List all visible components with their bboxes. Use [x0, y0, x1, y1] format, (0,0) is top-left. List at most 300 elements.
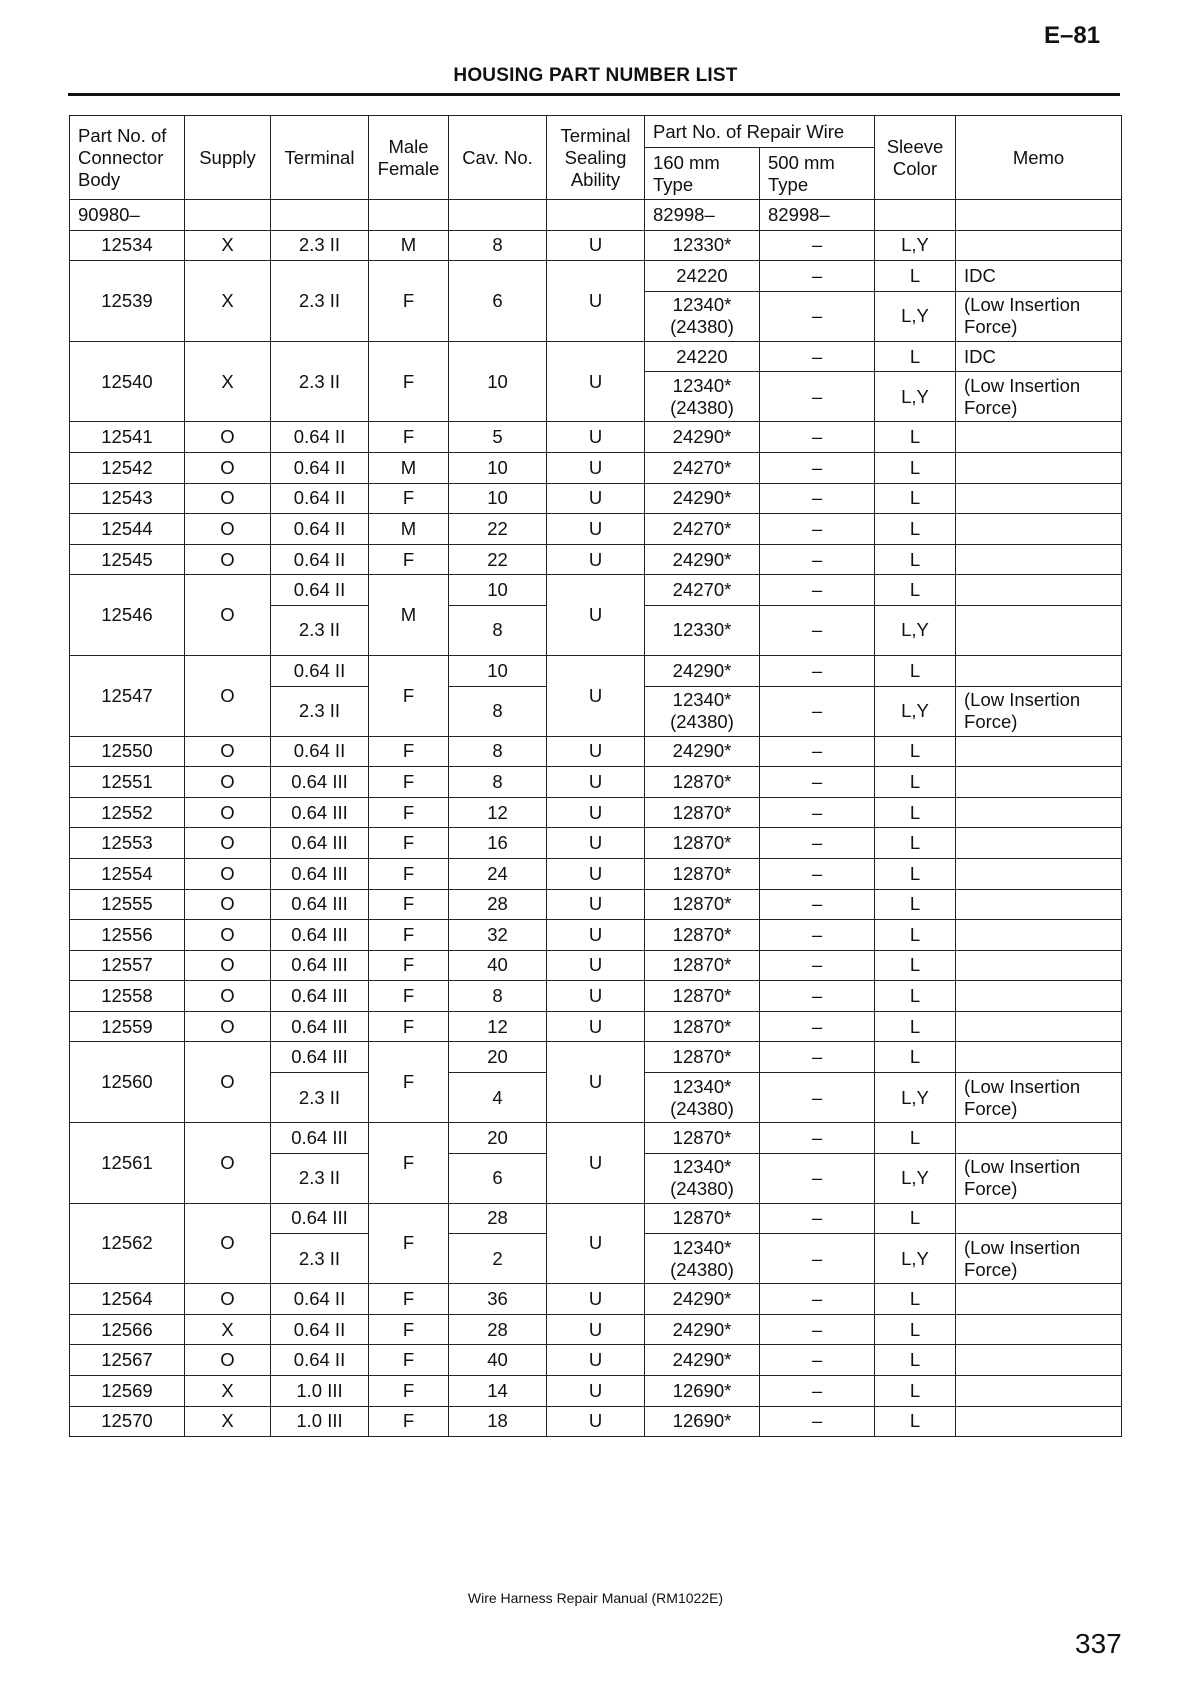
- terminal: 0.64 III: [271, 1011, 369, 1042]
- male-female: M: [369, 514, 449, 545]
- sleeve-color: L: [875, 828, 956, 859]
- terminal: 2.3 II: [271, 605, 369, 655]
- memo: [956, 655, 1122, 686]
- cav-no: 16: [449, 828, 547, 859]
- memo: (Low Insertion Force): [956, 686, 1122, 736]
- wire-160: 24220: [645, 261, 760, 292]
- terminal: 2.3 II: [271, 341, 369, 422]
- part-no: 12540: [70, 341, 185, 422]
- wire-500: –: [760, 1123, 875, 1154]
- supply: O: [185, 736, 271, 767]
- table-row: [70, 655, 1122, 686]
- terminal: 0.64 III: [271, 858, 369, 889]
- header-memo: Memo: [956, 116, 1122, 200]
- male-female: F: [369, 483, 449, 514]
- supply: O: [185, 981, 271, 1012]
- supply: X: [185, 1376, 271, 1407]
- supply: O: [185, 828, 271, 859]
- terminal: 0.64 III: [271, 920, 369, 951]
- part-no: 12534: [70, 230, 185, 261]
- sleeve-color: L: [875, 655, 956, 686]
- part-no: 12561: [70, 1123, 185, 1204]
- male-female: F: [369, 341, 449, 422]
- sleeve-color: L,Y: [875, 291, 956, 341]
- wire-500: –: [760, 483, 875, 514]
- memo: [956, 889, 1122, 920]
- male-female: F: [369, 797, 449, 828]
- cav-no: 8: [449, 605, 547, 655]
- terminal: 2.3 II: [271, 1234, 369, 1284]
- cav-no: 2: [449, 1234, 547, 1284]
- wire-500: –: [760, 422, 875, 453]
- header-sealing: Terminal Sealing Ability: [547, 116, 645, 200]
- sealing: U: [547, 1314, 645, 1345]
- wire-500: –: [760, 452, 875, 483]
- wire-500: –: [760, 655, 875, 686]
- sleeve-color: L: [875, 1284, 956, 1315]
- page-number: 337: [1075, 1628, 1122, 1659]
- terminal: 0.64 II: [271, 452, 369, 483]
- prefix-empty: [449, 200, 547, 231]
- sleeve-color: L: [875, 422, 956, 453]
- part-no: 12559: [70, 1011, 185, 1042]
- sealing: U: [547, 1345, 645, 1376]
- sleeve-color: L: [875, 1123, 956, 1154]
- wire-160: 24290*: [645, 544, 760, 575]
- terminal: 0.64 II: [271, 575, 369, 606]
- male-female: F: [369, 544, 449, 575]
- sealing: U: [547, 1042, 645, 1123]
- part-no: 12550: [70, 736, 185, 767]
- part-no: 12562: [70, 1203, 185, 1284]
- terminal: 2.3 II: [271, 1153, 369, 1203]
- terminal: 0.64 II: [271, 736, 369, 767]
- cav-no: 10: [449, 483, 547, 514]
- supply: O: [185, 1203, 271, 1284]
- supply: O: [185, 1123, 271, 1204]
- sealing: U: [547, 422, 645, 453]
- cav-no: 12: [449, 797, 547, 828]
- male-female: F: [369, 1376, 449, 1407]
- cav-no: 40: [449, 950, 547, 981]
- male-female: F: [369, 920, 449, 951]
- wire-160: 12870*: [645, 981, 760, 1012]
- wire-160: 12870*: [645, 950, 760, 981]
- memo: [956, 452, 1122, 483]
- sealing: U: [547, 230, 645, 261]
- male-female: M: [369, 230, 449, 261]
- wire-160: 12870*: [645, 767, 760, 798]
- sealing: U: [547, 483, 645, 514]
- wire-500: –: [760, 230, 875, 261]
- part-no: 12541: [70, 422, 185, 453]
- cav-no: 18: [449, 1406, 547, 1437]
- sealing: U: [547, 889, 645, 920]
- memo: [956, 483, 1122, 514]
- footer-manual-title: Wire Harness Repair Manual (RM1022E): [467, 1590, 724, 1606]
- supply: X: [185, 341, 271, 422]
- page-section-id: E–81: [1044, 22, 1101, 49]
- wire-500: –: [760, 686, 875, 736]
- male-female: F: [369, 1314, 449, 1345]
- supply: O: [185, 889, 271, 920]
- male-female: F: [369, 422, 449, 453]
- prefix-empty: [875, 200, 956, 231]
- wire-160: 12330*: [645, 605, 760, 655]
- sleeve-color: L: [875, 341, 956, 372]
- supply: O: [185, 767, 271, 798]
- sleeve-color: L: [875, 483, 956, 514]
- wire-160: 12330*: [645, 230, 760, 261]
- memo: [956, 736, 1122, 767]
- male-female: F: [369, 1011, 449, 1042]
- part-no: 12566: [70, 1314, 185, 1345]
- supply: O: [185, 1345, 271, 1376]
- wire-500: –: [760, 291, 875, 341]
- table-row: [70, 1314, 1122, 1345]
- cav-no: 12: [449, 1011, 547, 1042]
- sleeve-color: L: [875, 981, 956, 1012]
- memo: [956, 575, 1122, 606]
- table-row: [70, 341, 1122, 372]
- sleeve-color: L: [875, 1042, 956, 1073]
- cav-no: 8: [449, 686, 547, 736]
- sealing: U: [547, 950, 645, 981]
- supply: O: [185, 920, 271, 951]
- table-row: [70, 261, 1122, 292]
- sealing: U: [547, 981, 645, 1012]
- memo: [956, 797, 1122, 828]
- wire-500: –: [760, 341, 875, 372]
- terminal: 0.64 III: [271, 950, 369, 981]
- memo: (Low Insertion Force): [956, 1073, 1122, 1123]
- cav-no: 8: [449, 736, 547, 767]
- memo: [956, 544, 1122, 575]
- memo: [956, 767, 1122, 798]
- sealing: U: [547, 1376, 645, 1407]
- cav-no: 10: [449, 452, 547, 483]
- supply: O: [185, 950, 271, 981]
- sleeve-color: L: [875, 1314, 956, 1345]
- table-row: [70, 1123, 1122, 1154]
- table-row: [70, 828, 1122, 859]
- supply: O: [185, 422, 271, 453]
- cav-no: 10: [449, 341, 547, 422]
- memo: [956, 950, 1122, 981]
- male-female: F: [369, 767, 449, 798]
- wire-500: –: [760, 1406, 875, 1437]
- header-part-no: Part No. of Connector Body: [70, 116, 185, 200]
- wire-160: 12690*: [645, 1376, 760, 1407]
- wire-160: 12340* (24380): [645, 1234, 760, 1284]
- wire-160: 12870*: [645, 1042, 760, 1073]
- prefix-160: 82998–: [645, 200, 760, 231]
- sealing: U: [547, 1011, 645, 1042]
- table-body: [70, 200, 1122, 1437]
- prefix-empty: [369, 200, 449, 231]
- memo: [956, 230, 1122, 261]
- wire-160: 12870*: [645, 1011, 760, 1042]
- table-row: [70, 981, 1122, 1012]
- male-female: F: [369, 1123, 449, 1204]
- wire-500: –: [760, 1203, 875, 1234]
- male-female: M: [369, 575, 449, 656]
- memo: [956, 1203, 1122, 1234]
- cav-no: 28: [449, 889, 547, 920]
- wire-500: –: [760, 1376, 875, 1407]
- memo: (Low Insertion Force): [956, 372, 1122, 422]
- sleeve-color: L: [875, 858, 956, 889]
- wire-500: –: [760, 1073, 875, 1123]
- male-female: F: [369, 655, 449, 736]
- table-row: [70, 483, 1122, 514]
- male-female: F: [369, 889, 449, 920]
- wire-500: –: [760, 1011, 875, 1042]
- part-no: 12557: [70, 950, 185, 981]
- supply: O: [185, 483, 271, 514]
- sealing: U: [547, 655, 645, 736]
- wire-160: 24270*: [645, 514, 760, 545]
- prefix-empty: [547, 200, 645, 231]
- part-no: 12560: [70, 1042, 185, 1123]
- table-row: [70, 1406, 1122, 1437]
- part-no: 12544: [70, 514, 185, 545]
- supply: O: [185, 575, 271, 656]
- wire-500: –: [760, 514, 875, 545]
- sealing: U: [547, 261, 645, 342]
- table-row: [70, 736, 1122, 767]
- table-row: [70, 858, 1122, 889]
- sleeve-color: L: [875, 1203, 956, 1234]
- wire-500: –: [760, 920, 875, 951]
- supply: O: [185, 452, 271, 483]
- terminal: 0.64 II: [271, 1345, 369, 1376]
- part-no: 12542: [70, 452, 185, 483]
- sleeve-color: L,Y: [875, 230, 956, 261]
- terminal: 0.64 II: [271, 422, 369, 453]
- supply: O: [185, 655, 271, 736]
- wire-500: –: [760, 1153, 875, 1203]
- table-row-prefix: [70, 200, 1122, 231]
- sleeve-color: L,Y: [875, 1234, 956, 1284]
- header-male-female: Male Female: [369, 116, 449, 200]
- memo: (Low Insertion Force): [956, 291, 1122, 341]
- table-row: [70, 889, 1122, 920]
- memo: [956, 1123, 1122, 1154]
- memo: [956, 981, 1122, 1012]
- sealing: U: [547, 341, 645, 422]
- memo: [956, 1284, 1122, 1315]
- terminal: 0.64 III: [271, 1042, 369, 1073]
- cav-no: 8: [449, 767, 547, 798]
- male-female: F: [369, 950, 449, 981]
- cav-no: 8: [449, 230, 547, 261]
- male-female: F: [369, 1203, 449, 1284]
- terminal: 1.0 III: [271, 1406, 369, 1437]
- wire-160: 12340* (24380): [645, 1153, 760, 1203]
- cav-no: 4: [449, 1073, 547, 1123]
- wire-500: –: [760, 261, 875, 292]
- part-no: 12553: [70, 828, 185, 859]
- part-no: 12570: [70, 1406, 185, 1437]
- part-no: 12539: [70, 261, 185, 342]
- wire-160: 24270*: [645, 452, 760, 483]
- cav-no: 20: [449, 1042, 547, 1073]
- wire-500: –: [760, 858, 875, 889]
- memo: [956, 1314, 1122, 1345]
- sealing: U: [547, 1123, 645, 1204]
- memo: IDC: [956, 261, 1122, 292]
- sealing: U: [547, 797, 645, 828]
- terminal: 0.64 II: [271, 1314, 369, 1345]
- supply: O: [185, 797, 271, 828]
- memo: [956, 828, 1122, 859]
- cav-no: 24: [449, 858, 547, 889]
- sealing: U: [547, 544, 645, 575]
- wire-160: 24290*: [645, 1314, 760, 1345]
- title-underline: [68, 93, 1120, 96]
- memo: [956, 858, 1122, 889]
- sealing: U: [547, 1406, 645, 1437]
- prefix-part: 90980–: [70, 200, 185, 231]
- table-row: [70, 514, 1122, 545]
- table-row: [70, 575, 1122, 606]
- part-no: 12546: [70, 575, 185, 656]
- male-female: F: [369, 1284, 449, 1315]
- sleeve-color: L,Y: [875, 686, 956, 736]
- terminal: 1.0 III: [271, 1376, 369, 1407]
- table-row: [70, 1011, 1122, 1042]
- sleeve-color: L: [875, 1011, 956, 1042]
- part-no: 12567: [70, 1345, 185, 1376]
- memo: IDC: [956, 341, 1122, 372]
- wire-160: 12340* (24380): [645, 372, 760, 422]
- part-no: 12558: [70, 981, 185, 1012]
- part-no: 12556: [70, 920, 185, 951]
- cav-no: 22: [449, 544, 547, 575]
- header-sleeve: Sleeve Color: [875, 116, 956, 200]
- wire-500: –: [760, 1284, 875, 1315]
- sleeve-color: L,Y: [875, 372, 956, 422]
- wire-500: –: [760, 1345, 875, 1376]
- sleeve-color: L: [875, 261, 956, 292]
- cav-no: 36: [449, 1284, 547, 1315]
- male-female: F: [369, 858, 449, 889]
- wire-160: 24220: [645, 341, 760, 372]
- wire-160: 12870*: [645, 1203, 760, 1234]
- terminal: 0.64 III: [271, 828, 369, 859]
- terminal: 0.64 III: [271, 1123, 369, 1154]
- cav-no: 10: [449, 655, 547, 686]
- sleeve-color: L: [875, 767, 956, 798]
- terminal: 0.64 II: [271, 655, 369, 686]
- memo: (Low Insertion Force): [956, 1153, 1122, 1203]
- memo: [956, 1376, 1122, 1407]
- wire-160: 24290*: [645, 1284, 760, 1315]
- page-title: HOUSING PART NUMBER LIST: [453, 65, 738, 86]
- terminal: 0.64 III: [271, 889, 369, 920]
- cav-no: 6: [449, 261, 547, 342]
- wire-500: –: [760, 605, 875, 655]
- sleeve-color: L: [875, 452, 956, 483]
- supply: O: [185, 1011, 271, 1042]
- sleeve-color: L,Y: [875, 1153, 956, 1203]
- wire-160: 12340* (24380): [645, 291, 760, 341]
- sealing: U: [547, 1284, 645, 1315]
- wire-500: –: [760, 767, 875, 798]
- wire-160: 24290*: [645, 1345, 760, 1376]
- supply: O: [185, 1042, 271, 1123]
- sealing: U: [547, 920, 645, 951]
- terminal: 2.3 II: [271, 1073, 369, 1123]
- sealing: U: [547, 575, 645, 656]
- sealing: U: [547, 828, 645, 859]
- cav-no: 8: [449, 981, 547, 1012]
- terminal: 0.64 III: [271, 1203, 369, 1234]
- sleeve-color: L,Y: [875, 605, 956, 655]
- memo: [956, 605, 1122, 655]
- table-row: [70, 1376, 1122, 1407]
- part-no: 12569: [70, 1376, 185, 1407]
- terminal: 2.3 II: [271, 686, 369, 736]
- wire-500: –: [760, 736, 875, 767]
- memo: [956, 1345, 1122, 1376]
- wire-160: 24290*: [645, 422, 760, 453]
- part-no: 12551: [70, 767, 185, 798]
- prefix-empty: [956, 200, 1122, 231]
- cav-no: 40: [449, 1345, 547, 1376]
- wire-160: 12870*: [645, 797, 760, 828]
- sleeve-color: L: [875, 575, 956, 606]
- supply: O: [185, 514, 271, 545]
- supply: O: [185, 544, 271, 575]
- sleeve-color: L: [875, 1406, 956, 1437]
- male-female: F: [369, 261, 449, 342]
- wire-160: 12870*: [645, 828, 760, 859]
- sealing: U: [547, 1203, 645, 1284]
- sealing: U: [547, 514, 645, 545]
- part-no: 12554: [70, 858, 185, 889]
- sealing: U: [547, 767, 645, 798]
- memo: [956, 514, 1122, 545]
- header-terminal: Terminal: [271, 116, 369, 200]
- part-no: 12552: [70, 797, 185, 828]
- memo: [956, 1042, 1122, 1073]
- wire-500: –: [760, 1234, 875, 1284]
- terminal: 0.64 II: [271, 1284, 369, 1315]
- sleeve-color: L: [875, 544, 956, 575]
- wire-160: 12870*: [645, 1123, 760, 1154]
- wire-500: –: [760, 372, 875, 422]
- table-row: [70, 544, 1122, 575]
- wire-160: 12690*: [645, 1406, 760, 1437]
- table-row: [70, 422, 1122, 453]
- table-row: [70, 1345, 1122, 1376]
- terminal: 0.64 III: [271, 981, 369, 1012]
- terminal: 2.3 II: [271, 261, 369, 342]
- sleeve-color: L: [875, 514, 956, 545]
- wire-500: –: [760, 544, 875, 575]
- terminal: 0.64 II: [271, 544, 369, 575]
- table-row: [70, 230, 1122, 261]
- header-cav-no: Cav. No.: [449, 116, 547, 200]
- cav-no: 6: [449, 1153, 547, 1203]
- supply: X: [185, 261, 271, 342]
- male-female: F: [369, 736, 449, 767]
- header-500mm: 500 mm Type: [760, 148, 875, 200]
- cav-no: 32: [449, 920, 547, 951]
- memo: (Low Insertion Force): [956, 1234, 1122, 1284]
